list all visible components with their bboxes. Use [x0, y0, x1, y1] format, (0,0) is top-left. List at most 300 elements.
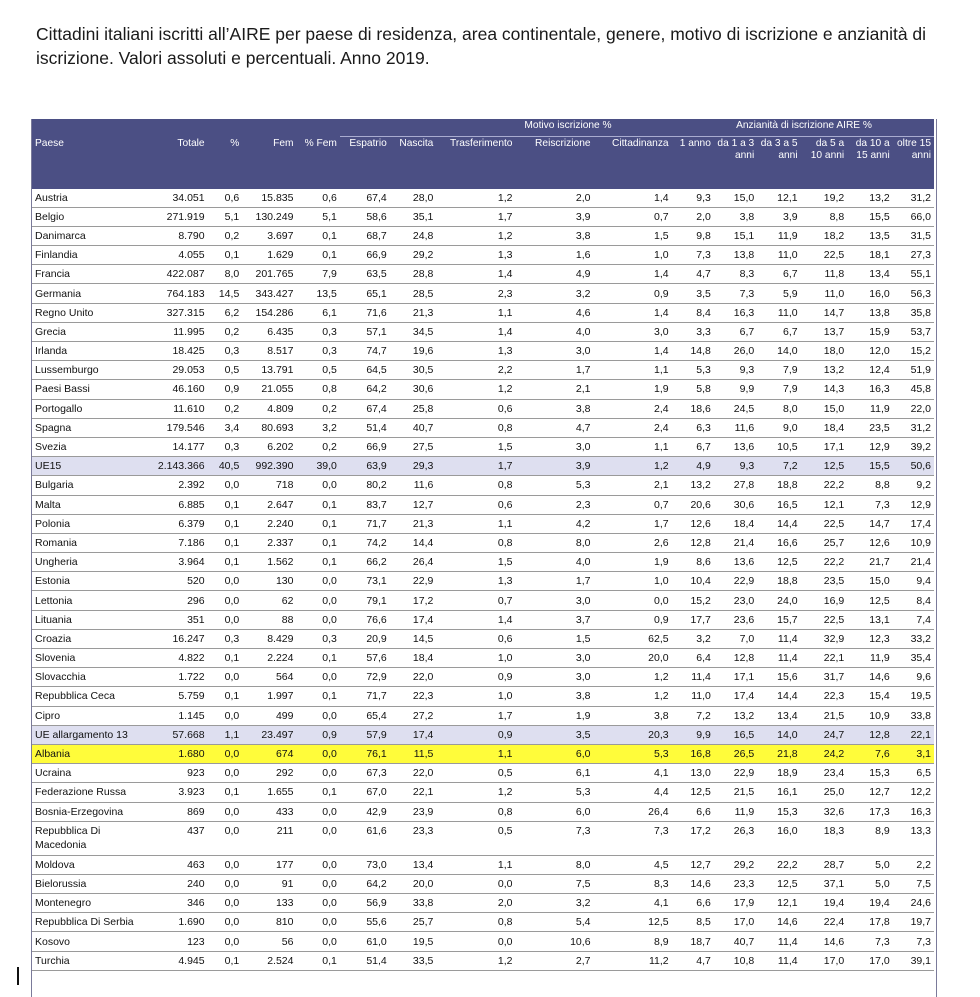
value-cell: 23,0	[714, 591, 757, 610]
value-cell: 17,0	[714, 913, 757, 932]
value-cell: 9,8	[672, 226, 714, 245]
value-cell: 0,1	[296, 783, 339, 802]
value-cell: 56,3	[893, 284, 934, 303]
value-cell: 992.390	[242, 457, 296, 476]
table-row	[32, 874, 934, 893]
value-cell: 11,0	[801, 284, 848, 303]
value-cell: 1,2	[436, 189, 515, 208]
value-cell: 1,1	[436, 855, 515, 874]
value-cell: 0,2	[208, 226, 243, 245]
value-cell: 0,6	[436, 399, 515, 418]
value-cell: 0,1	[296, 951, 339, 970]
value-cell: 12,4	[847, 361, 893, 380]
value-cell: 1,2	[436, 783, 515, 802]
value-cell: 1,2	[594, 457, 672, 476]
value-cell: 7,5	[893, 874, 934, 893]
value-cell: 17,7	[672, 610, 714, 629]
value-cell: 6,6	[672, 802, 714, 821]
value-cell: 1,3	[436, 342, 515, 361]
value-cell: 0,5	[436, 821, 515, 855]
value-cell: 12,7	[672, 855, 714, 874]
table-row	[32, 342, 934, 361]
value-cell: 5,0	[847, 855, 893, 874]
value-cell: 1.722	[153, 668, 207, 687]
value-cell: 14,0	[757, 725, 800, 744]
value-cell: 0,0	[208, 913, 243, 932]
value-cell: 1,4	[436, 265, 515, 284]
value-cell: 61,0	[340, 932, 390, 951]
value-cell: 19,5	[390, 932, 437, 951]
value-cell: 57.668	[153, 725, 207, 744]
value-cell: 0,3	[296, 342, 339, 361]
value-cell: 271.919	[153, 207, 207, 226]
value-cell: 26,5	[714, 744, 757, 763]
table-row	[32, 418, 934, 437]
value-cell: 25,7	[801, 533, 848, 552]
country-cell: Albania	[32, 744, 153, 763]
value-cell: 31,5	[893, 226, 934, 245]
value-cell: 64,5	[340, 361, 390, 380]
value-cell: 5,3	[515, 476, 593, 495]
value-cell: 4,6	[515, 303, 593, 322]
value-cell: 18,1	[847, 246, 893, 265]
value-cell: 1,2	[436, 226, 515, 245]
value-cell: 14,6	[672, 874, 714, 893]
value-cell: 11,0	[672, 687, 714, 706]
value-cell: 499	[242, 706, 296, 725]
value-cell: 31,2	[893, 418, 934, 437]
value-cell: 15,3	[847, 764, 893, 783]
value-cell: 4,0	[515, 322, 593, 341]
value-cell: 51,4	[340, 418, 390, 437]
value-cell: 22,0	[893, 399, 934, 418]
value-cell: 14,4	[390, 533, 437, 552]
value-cell: 19,4	[847, 894, 893, 913]
value-cell: 1,4	[594, 303, 672, 322]
value-cell: 14,6	[801, 932, 848, 951]
value-cell: 22,2	[801, 476, 848, 495]
value-cell: 22,5	[801, 610, 848, 629]
value-cell: 4,1	[594, 764, 672, 783]
value-cell: 11,9	[847, 399, 893, 418]
value-cell: 23,3	[714, 874, 757, 893]
value-cell: 12,1	[801, 495, 848, 514]
value-cell: 346	[153, 894, 207, 913]
value-cell: 3,2	[515, 284, 593, 303]
country-cell: Bosnia-Erzegovina	[32, 802, 153, 821]
country-cell: Danimarca	[32, 226, 153, 245]
value-cell: 66,0	[893, 207, 934, 226]
value-cell: 8,9	[594, 932, 672, 951]
value-cell: 0,9	[208, 380, 243, 399]
value-cell: 62,5	[594, 629, 672, 648]
value-cell: 5,0	[847, 874, 893, 893]
value-cell: 7,3	[847, 932, 893, 951]
value-cell: 0,0	[436, 932, 515, 951]
country-cell: Spagna	[32, 418, 153, 437]
value-cell: 2,0	[436, 894, 515, 913]
value-cell: 1,7	[436, 706, 515, 725]
value-cell: 13,6	[714, 437, 757, 456]
value-cell: 1,5	[436, 437, 515, 456]
value-cell: 22,4	[801, 913, 848, 932]
value-cell: 12,8	[714, 649, 757, 668]
value-cell: 0,0	[296, 821, 339, 855]
value-cell: 66,9	[340, 437, 390, 456]
value-cell: 7,9	[757, 361, 800, 380]
value-cell: 18,4	[390, 649, 437, 668]
value-cell: 0,6	[296, 189, 339, 208]
value-cell: 0,3	[296, 322, 339, 341]
value-cell: 33,8	[893, 706, 934, 725]
value-cell: 0,1	[208, 951, 243, 970]
value-cell: 19,6	[390, 342, 437, 361]
column-header: Nascita	[390, 137, 437, 189]
value-cell: 23,4	[801, 764, 848, 783]
value-cell: 14,6	[757, 913, 800, 932]
value-cell: 74,2	[340, 533, 390, 552]
value-cell: 65,4	[340, 706, 390, 725]
value-cell: 11.610	[153, 399, 207, 418]
value-cell: 23,6	[714, 610, 757, 629]
value-cell: 68,7	[340, 226, 390, 245]
value-cell: 19,4	[801, 894, 848, 913]
value-cell: 0,1	[208, 783, 243, 802]
country-cell: Federazione Russa	[32, 783, 153, 802]
value-cell: 4,2	[515, 514, 593, 533]
value-cell: 15,3	[757, 802, 800, 821]
value-cell: 9,4	[893, 572, 934, 591]
value-cell: 10,9	[893, 533, 934, 552]
value-cell: 14,8	[672, 342, 714, 361]
value-cell: 123	[153, 932, 207, 951]
value-cell: 1,7	[436, 457, 515, 476]
value-cell: 0,0	[296, 855, 339, 874]
value-cell: 3,9	[515, 457, 593, 476]
value-cell: 4,4	[594, 783, 672, 802]
value-cell: 15,4	[847, 687, 893, 706]
value-cell: 1,2	[594, 687, 672, 706]
value-cell: 2.143.366	[153, 457, 207, 476]
value-cell: 1,1	[208, 725, 243, 744]
value-cell: 22,1	[893, 725, 934, 744]
value-cell: 18,7	[672, 932, 714, 951]
value-cell: 22,2	[801, 553, 848, 572]
value-cell: 7,9	[296, 265, 339, 284]
value-cell: 14,6	[847, 668, 893, 687]
value-cell: 25,8	[390, 399, 437, 418]
value-cell: 35,8	[893, 303, 934, 322]
value-cell: 51,4	[340, 951, 390, 970]
value-cell: 9,3	[672, 189, 714, 208]
value-cell: 2.240	[242, 514, 296, 533]
value-cell: 1,2	[436, 951, 515, 970]
value-cell: 3,2	[672, 629, 714, 648]
value-cell: 8,0	[515, 533, 593, 552]
value-cell: 13,7	[801, 322, 848, 341]
value-cell: 80.693	[242, 418, 296, 437]
value-cell: 13,4	[757, 706, 800, 725]
column-header: da 3 a 5 anni	[757, 137, 800, 189]
value-cell: 8,3	[714, 265, 757, 284]
value-cell: 6,7	[672, 437, 714, 456]
value-cell: 3,8	[515, 687, 593, 706]
value-cell: 23,5	[801, 572, 848, 591]
value-cell: 17,0	[847, 951, 893, 970]
value-cell: 13,5	[296, 284, 339, 303]
value-cell: 0,0	[208, 932, 243, 951]
value-cell: 6.435	[242, 322, 296, 341]
value-cell: 14,3	[801, 380, 848, 399]
value-cell: 16,0	[757, 821, 800, 855]
data-table	[32, 119, 934, 971]
value-cell: 56,9	[340, 894, 390, 913]
value-cell: 11,6	[714, 418, 757, 437]
value-cell: 0,0	[296, 744, 339, 763]
value-cell: 22,9	[714, 764, 757, 783]
value-cell: 88	[242, 610, 296, 629]
table-row	[32, 951, 934, 970]
value-cell: 67,0	[340, 783, 390, 802]
value-cell: 3,9	[757, 207, 800, 226]
value-cell: 6,2	[208, 303, 243, 322]
value-cell: 1,0	[436, 649, 515, 668]
country-cell: UE15	[32, 457, 153, 476]
value-cell: 55,6	[340, 913, 390, 932]
value-cell: 15,1	[714, 226, 757, 245]
value-cell: 76,6	[340, 610, 390, 629]
value-cell: 3.964	[153, 553, 207, 572]
value-cell: 21,7	[847, 553, 893, 572]
value-cell: 4,7	[672, 265, 714, 284]
value-cell: 0,0	[208, 894, 243, 913]
value-cell: 14.177	[153, 437, 207, 456]
value-cell: 73,0	[340, 855, 390, 874]
country-cell: Bielorussia	[32, 874, 153, 893]
value-cell: 7,3	[847, 495, 893, 514]
value-cell: 130	[242, 572, 296, 591]
data-table-container	[31, 119, 937, 997]
value-cell: 57,1	[340, 322, 390, 341]
value-cell: 22,0	[390, 668, 437, 687]
value-cell: 29.053	[153, 361, 207, 380]
value-cell: 327.315	[153, 303, 207, 322]
value-cell: 73,1	[340, 572, 390, 591]
value-cell: 0,7	[594, 495, 672, 514]
value-cell: 17,1	[714, 668, 757, 687]
value-cell: 16.247	[153, 629, 207, 648]
value-cell: 28,8	[390, 265, 437, 284]
value-cell: 12,7	[390, 495, 437, 514]
value-cell: 2,3	[515, 495, 593, 514]
value-cell: 0,1	[296, 649, 339, 668]
value-cell: 66,9	[340, 246, 390, 265]
value-cell: 66,2	[340, 553, 390, 572]
value-cell: 18,9	[757, 764, 800, 783]
value-cell: 11,2	[594, 951, 672, 970]
value-cell: 0,8	[436, 913, 515, 932]
value-cell: 0,5	[296, 361, 339, 380]
value-cell: 13,8	[847, 303, 893, 322]
value-cell: 1.690	[153, 913, 207, 932]
table-row	[32, 322, 934, 341]
table-row	[32, 783, 934, 802]
value-cell: 7,0	[714, 629, 757, 648]
value-cell: 0,0	[208, 821, 243, 855]
value-cell: 15,0	[801, 399, 848, 418]
value-cell: 24,8	[390, 226, 437, 245]
value-cell: 50,6	[893, 457, 934, 476]
value-cell: 14,7	[801, 303, 848, 322]
value-cell: 2,6	[594, 533, 672, 552]
table-header	[32, 119, 934, 189]
table-row	[32, 265, 934, 284]
table-row	[32, 668, 934, 687]
value-cell: 46.160	[153, 380, 207, 399]
value-cell: 11,4	[757, 629, 800, 648]
value-cell: 0,0	[208, 874, 243, 893]
value-cell: 0,8	[296, 380, 339, 399]
value-cell: 1,6	[515, 246, 593, 265]
value-cell: 3,3	[672, 322, 714, 341]
value-cell: 33,5	[390, 951, 437, 970]
country-cell: Kosovo	[32, 932, 153, 951]
value-cell: 13,3	[893, 821, 934, 855]
country-cell: Svezia	[32, 437, 153, 456]
value-cell: 5,3	[672, 361, 714, 380]
value-cell: 0,0	[296, 572, 339, 591]
value-cell: 1.655	[242, 783, 296, 802]
value-cell: 63,9	[340, 457, 390, 476]
value-cell: 351	[153, 610, 207, 629]
table-row	[32, 303, 934, 322]
value-cell: 3,8	[594, 706, 672, 725]
value-cell: 1,7	[436, 207, 515, 226]
value-cell: 4,1	[594, 894, 672, 913]
value-cell: 1,1	[594, 361, 672, 380]
value-cell: 0,8	[436, 802, 515, 821]
value-cell: 0,1	[208, 687, 243, 706]
value-cell: 25,7	[390, 913, 437, 932]
value-cell: 1,4	[594, 265, 672, 284]
value-cell: 71,7	[340, 687, 390, 706]
value-cell: 12,3	[847, 629, 893, 648]
value-cell: 0,1	[296, 687, 339, 706]
value-cell: 1.562	[242, 553, 296, 572]
value-cell: 25,0	[801, 783, 848, 802]
value-cell: 1,0	[594, 572, 672, 591]
value-cell: 61,6	[340, 821, 390, 855]
value-cell: 2,3	[436, 284, 515, 303]
value-cell: 0,2	[296, 437, 339, 456]
value-cell: 9,3	[714, 457, 757, 476]
value-cell: 3,8	[714, 207, 757, 226]
value-cell: 91	[242, 874, 296, 893]
value-cell: 62	[242, 591, 296, 610]
value-cell: 1,5	[594, 226, 672, 245]
value-cell: 0,2	[208, 322, 243, 341]
value-cell: 0,5	[436, 764, 515, 783]
value-cell: 11,5	[390, 744, 437, 763]
value-cell: 16,5	[714, 725, 757, 744]
value-cell: 5,3	[515, 783, 593, 802]
value-cell: 11,0	[757, 246, 800, 265]
table-body	[32, 189, 934, 971]
value-cell: 0,1	[208, 514, 243, 533]
value-cell: 11,4	[757, 951, 800, 970]
value-cell: 343.427	[242, 284, 296, 303]
table-row	[32, 591, 934, 610]
value-cell: 463	[153, 855, 207, 874]
column-header: da 10 a 15 anni	[847, 137, 893, 189]
value-cell: 923	[153, 764, 207, 783]
value-cell: 0,0	[208, 744, 243, 763]
value-cell: 3,8	[515, 226, 593, 245]
country-cell: Turchia	[32, 951, 153, 970]
value-cell: 6,7	[757, 322, 800, 341]
value-cell: 4,7	[672, 951, 714, 970]
column-header: Reiscrizione	[515, 137, 593, 189]
value-cell: 8,9	[847, 821, 893, 855]
value-cell: 4,7	[515, 418, 593, 437]
value-cell: 1,7	[515, 572, 593, 591]
value-cell: 39,2	[893, 437, 934, 456]
value-cell: 12,5	[672, 783, 714, 802]
value-cell: 23.497	[242, 725, 296, 744]
value-cell: 20,0	[390, 874, 437, 893]
value-cell: 0,0	[208, 476, 243, 495]
table-row	[32, 553, 934, 572]
value-cell: 1,7	[515, 361, 593, 380]
value-cell: 17,8	[847, 913, 893, 932]
country-cell: Paesi Bassi	[32, 380, 153, 399]
value-cell: 39,1	[893, 951, 934, 970]
value-cell: 718	[242, 476, 296, 495]
country-cell: Malta	[32, 495, 153, 514]
value-cell: 0,2	[208, 399, 243, 418]
column-header-row	[32, 137, 934, 189]
value-cell: 30,5	[390, 361, 437, 380]
page-title: Cittadini italiani iscritti all’AIRE per paese di residenza, area continentale, genere, motivo di iscrizione e anzianità di iscrizione. Valori assoluti e percentuali. Anno 2019.	[36, 24, 927, 68]
country-cell: Croazia	[32, 629, 153, 648]
value-cell: 0,3	[296, 629, 339, 648]
value-cell: 24,5	[714, 399, 757, 418]
value-cell: 12,9	[893, 495, 934, 514]
value-cell: 7,2	[672, 706, 714, 725]
value-cell: 6,0	[515, 744, 593, 763]
value-cell: 13,4	[390, 855, 437, 874]
country-cell: Regno Unito	[32, 303, 153, 322]
value-cell: 23,5	[847, 418, 893, 437]
value-cell: 24,7	[801, 725, 848, 744]
value-cell: 55,1	[893, 265, 934, 284]
value-cell: 80,2	[340, 476, 390, 495]
value-cell: 11,4	[672, 668, 714, 687]
value-cell: 21,5	[714, 783, 757, 802]
value-cell: 15,7	[757, 610, 800, 629]
value-cell: 6.885	[153, 495, 207, 514]
value-cell: 12,1	[757, 189, 800, 208]
table-row	[32, 246, 934, 265]
value-cell: 2,0	[515, 189, 593, 208]
value-cell: 18,0	[801, 342, 848, 361]
value-cell: 31,7	[801, 668, 848, 687]
value-cell: 564	[242, 668, 296, 687]
value-cell: 6,4	[672, 649, 714, 668]
value-cell: 17,2	[672, 821, 714, 855]
value-cell: 7,9	[757, 380, 800, 399]
table-row	[32, 744, 934, 763]
